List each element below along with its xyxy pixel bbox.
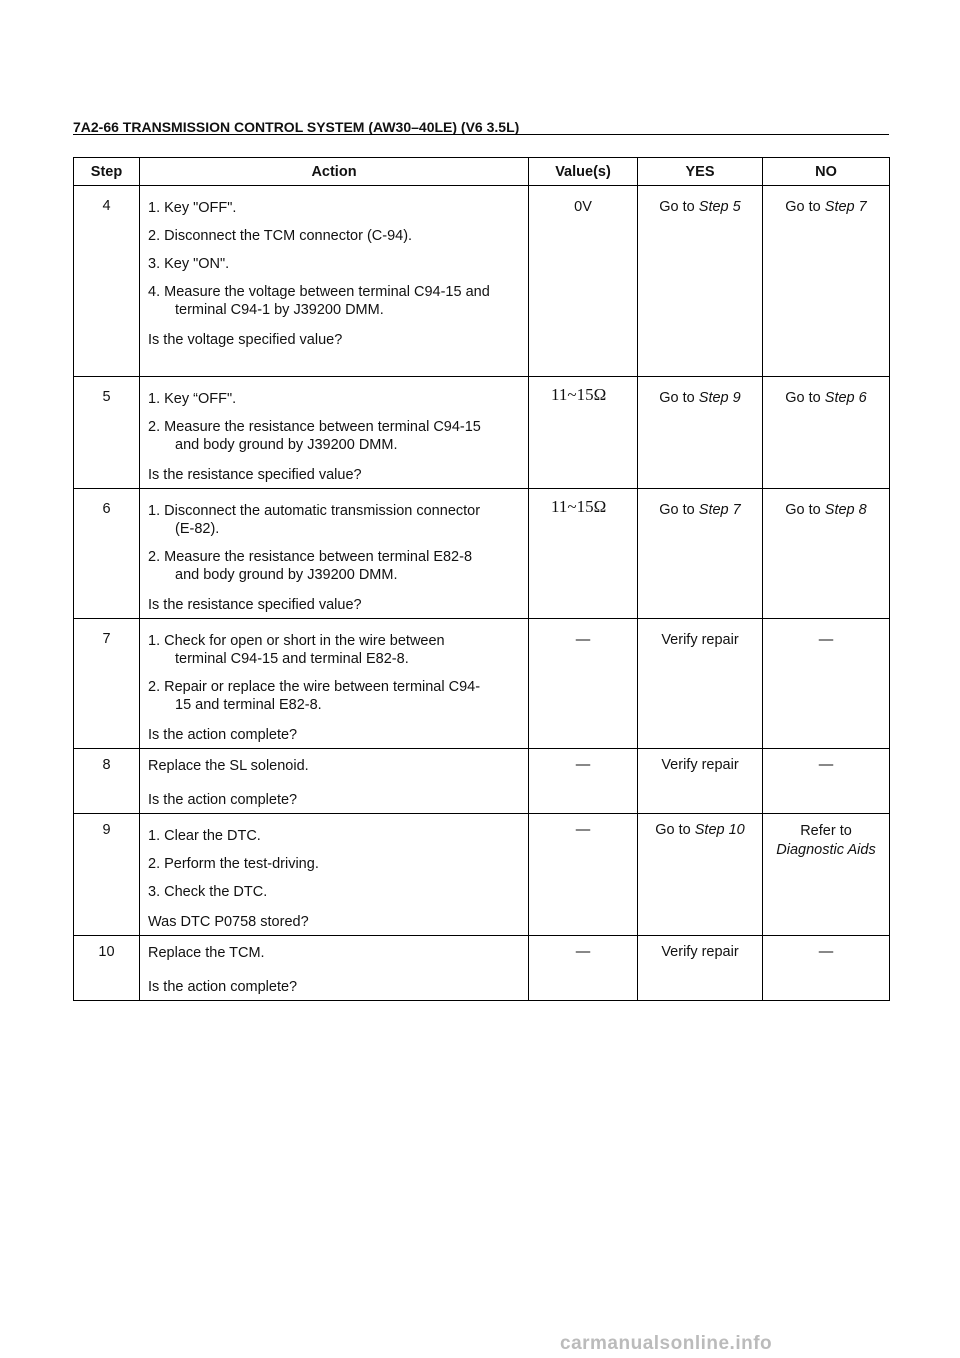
yes-cell: [638, 814, 763, 936]
table-row: [74, 936, 890, 1001]
action-item: 1. Key “OFF".: [148, 391, 237, 407]
table-row: [74, 489, 890, 619]
action-item: [148, 678, 519, 714]
no-cell: [763, 814, 890, 936]
yes-cell: [638, 186, 763, 377]
action-cell: [140, 619, 529, 749]
no-cell: —: [763, 936, 890, 1001]
yes-prefix: Go to: [659, 199, 695, 215]
action-item-continuation: 15 and terminal E82-8.: [175, 697, 322, 713]
action-item: [148, 283, 519, 319]
table-row: [74, 186, 890, 377]
no-prefix: Go to: [785, 502, 821, 518]
no-prefix: Go to: [785, 199, 821, 215]
action-cell: [140, 814, 529, 936]
action-item-continuation: and body ground by J39200 DMM.: [175, 567, 398, 583]
header-rule: [73, 134, 889, 135]
yes-cell: [638, 489, 763, 619]
action-item-line: 2. Measure the resistance between terminal E82-8: [148, 549, 473, 565]
action-item: 3. Key "ON".: [148, 256, 230, 272]
action-item-continuation: (E-82).: [175, 521, 220, 537]
action-question: Is the voltage specified value?: [148, 332, 343, 348]
action-text: Replace the TCM.: [148, 945, 265, 961]
value-cell: 11~15Ω: [529, 489, 638, 619]
value-cell: —: [529, 619, 638, 749]
action-cell: [140, 749, 529, 814]
action-cell: [140, 489, 529, 619]
action-item: [148, 548, 519, 584]
page-header: 7A2-66 TRANSMISSION CONTROL SYSTEM (AW30–40LE) (V6 3.5L): [73, 119, 520, 135]
action-cell: [140, 936, 529, 1001]
value-cell: —: [529, 749, 638, 814]
action-item: [148, 418, 519, 454]
yes-prefix: Go to: [659, 390, 695, 406]
yes-step-link: Step 7: [698, 502, 741, 518]
step-number: 5: [74, 377, 140, 489]
value-cell: 0V: [529, 186, 638, 377]
no-step-link: Step 8: [824, 502, 867, 518]
table-row: [74, 814, 890, 936]
yes-cell: [638, 377, 763, 489]
action-item: 1. Clear the DTC.: [148, 828, 261, 844]
yes-step-link: Step 10: [694, 822, 745, 838]
no-step-link: Step 7: [824, 199, 867, 215]
action-item: 2. Perform the test-driving.: [148, 856, 319, 872]
yes-cell: Verify repair: [638, 936, 763, 1001]
action-text: Replace the SL solenoid.: [148, 758, 309, 774]
table-row: [74, 619, 890, 749]
no-cell: —: [763, 749, 890, 814]
action-question: Is the action complete?: [148, 792, 298, 808]
table-row: [74, 377, 890, 489]
action-question: Was DTC P0758 stored?: [148, 914, 309, 930]
no-cell: [763, 377, 890, 489]
yes-step-link: Step 5: [698, 199, 741, 215]
step-number: 4: [74, 186, 140, 377]
col-header-step: Step: [74, 158, 140, 186]
no-cell: —: [763, 619, 890, 749]
col-header-values: Value(s): [529, 158, 638, 186]
no-step-link: Step 6: [824, 390, 867, 406]
action-item-line: 1. Check for open or short in the wire between: [148, 633, 445, 649]
yes-prefix: Go to: [655, 822, 691, 838]
action-item: [148, 632, 519, 668]
yes-prefix: Go to: [659, 502, 695, 518]
action-item-line: 4. Measure the voltage between terminal C94-15 and: [148, 284, 490, 300]
action-item: [148, 502, 519, 538]
action-question: Is the resistance specified value?: [148, 597, 362, 613]
action-item: 1. Key "OFF".: [148, 200, 237, 216]
action-question: Is the action complete?: [148, 727, 298, 743]
col-header-yes: YES: [638, 158, 763, 186]
col-header-no: NO: [763, 158, 890, 186]
table-row: [74, 749, 890, 814]
value-cell: —: [529, 814, 638, 936]
yes-cell: Verify repair: [638, 619, 763, 749]
action-question: Is the resistance specified value?: [148, 467, 362, 483]
action-item: 2. Disconnect the TCM connector (C-94).: [148, 228, 413, 244]
step-number: 8: [74, 749, 140, 814]
action-item-line: 1. Disconnect the automatic transmission connector: [148, 503, 481, 519]
no-prefix: Go to: [785, 390, 821, 406]
diagnostic-table: [73, 157, 890, 1001]
yes-step-link: Step 9: [698, 390, 741, 406]
step-number: 10: [74, 936, 140, 1001]
value-cell: 11~15Ω: [529, 377, 638, 489]
action-item-continuation: and body ground by J39200 DMM.: [175, 437, 398, 453]
action-item-continuation: terminal C94-15 and terminal E82-8.: [175, 651, 409, 667]
no-refer-text: Refer to: [800, 823, 852, 839]
value-cell: —: [529, 936, 638, 1001]
action-cell: [140, 186, 529, 377]
action-question: Is the action complete?: [148, 979, 298, 995]
no-cell: [763, 186, 890, 377]
no-refer-link: Diagnostic Aids: [776, 842, 876, 858]
yes-cell: Verify repair: [638, 749, 763, 814]
step-number: 6: [74, 489, 140, 619]
step-number: 7: [74, 619, 140, 749]
action-item: 3. Check the DTC.: [148, 884, 268, 900]
action-item-continuation: terminal C94-1 by J39200 DMM.: [175, 302, 384, 318]
action-item-line: 2. Repair or replace the wire between terminal C94-: [148, 679, 481, 695]
table-header-row: [74, 158, 890, 186]
action-cell: [140, 377, 529, 489]
step-number: 9: [74, 814, 140, 936]
col-header-action: Action: [140, 158, 529, 186]
watermark: carmanualsonline.info: [560, 1333, 773, 1354]
no-cell: [763, 489, 890, 619]
action-item-line: 2. Measure the resistance between terminal C94-15: [148, 419, 481, 435]
